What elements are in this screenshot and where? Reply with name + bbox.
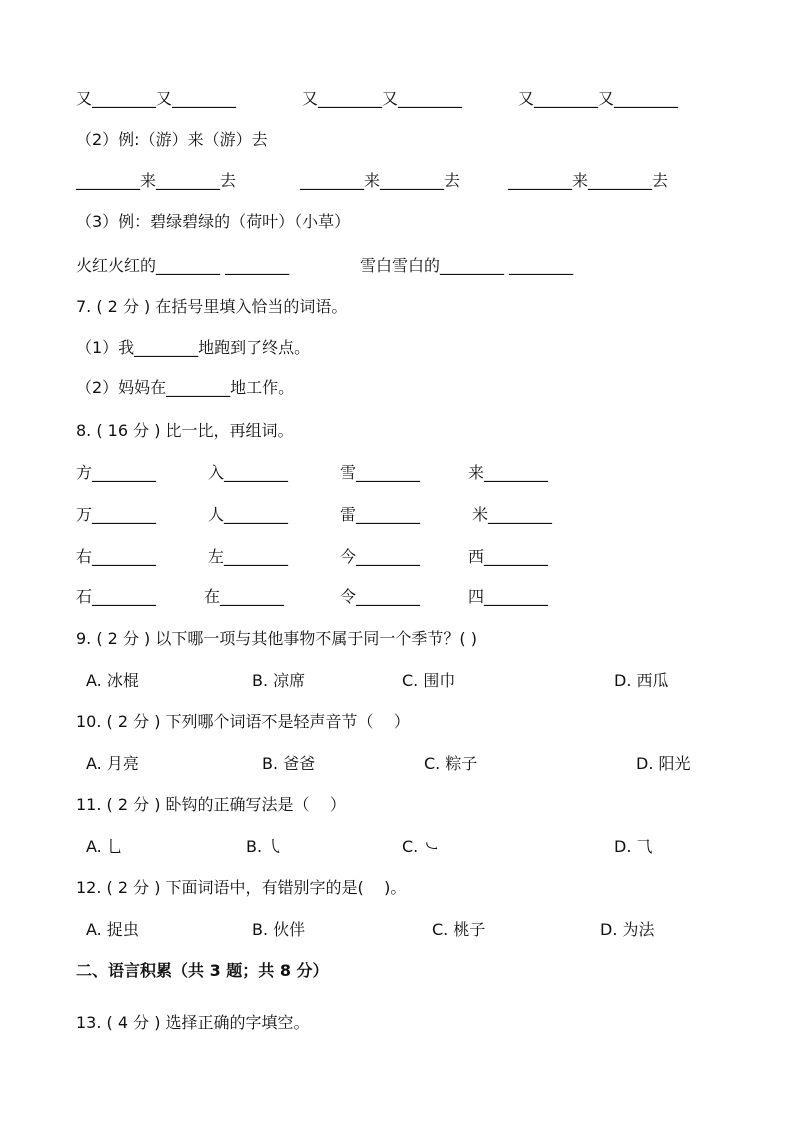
text-line-q10: 10. ( 2 分 ) 下列哪个词语不是轻声音节（ ） xyxy=(76,712,410,731)
text-line-q7_2: （2）妈妈在________地工作。 xyxy=(76,378,295,397)
text-line-c9: 右________ xyxy=(76,547,157,566)
text-line-you1: 又________又________ xyxy=(76,89,237,108)
text-line-c8: 米________ xyxy=(472,505,553,524)
text-line-q6_2: （2）例:（游）来（游）去 xyxy=(76,130,268,149)
text-line-c3: 雪________ xyxy=(340,463,421,482)
text-line-lq3: ________来________去 xyxy=(508,171,669,190)
text-line-q11d: D. ⺄ xyxy=(614,837,653,856)
text-line-q8: 8. ( 16 分 ) 比一比，再组词。 xyxy=(76,421,294,440)
text-line-q11a: A. ⺃ xyxy=(86,837,123,856)
text-line-q13: 13. ( 4 分 ) 选择正确的字填空。 xyxy=(76,1013,310,1032)
text-line-xb: 雪白雪白的________ ________ xyxy=(360,256,574,275)
text-line-q10b: B. 爸爸 xyxy=(262,754,316,773)
text-line-q12: 12. ( 2 分 ) 下面词语中，有错别字的是( )。 xyxy=(76,878,407,897)
text-line-q9c: C. 围巾 xyxy=(402,671,456,690)
text-line-q9: 9. ( 2 分 ) 以下哪一项与其他事物不属于同一个季节？( ) xyxy=(76,629,477,648)
text-line-q9b: B. 凉席 xyxy=(252,671,306,690)
text-line-q12b: B. 伙伴 xyxy=(252,920,306,939)
text-line-q12c: C. 桃子 xyxy=(432,920,486,939)
text-line-q9a: A. 冰棍 xyxy=(86,671,139,690)
text-line-q10a: A. 月亮 xyxy=(86,754,139,773)
text-line-q10d: D. 阳光 xyxy=(636,754,691,773)
text-line-c15: 令________ xyxy=(340,587,421,606)
text-line-c6: 人________ xyxy=(208,505,289,524)
text-line-q7: 7. ( 2 分 ) 在括号里填入恰当的词语。 xyxy=(76,297,348,316)
text-line-lq2: ________来________去 xyxy=(300,171,461,190)
text-line-you3: 又________又________ xyxy=(518,89,679,108)
text-line-c7: 雷________ xyxy=(340,505,421,524)
text-line-c12: 西________ xyxy=(468,547,549,566)
text-line-q11: 11. ( 2 分 ) 卧钩的正确写法是（ ） xyxy=(76,795,346,814)
text-line-c5: 万________ xyxy=(76,505,157,524)
text-line-c4: 来________ xyxy=(468,463,549,482)
text-line-c1: 方________ xyxy=(76,463,157,482)
text-line-q6_3: （3）例：碧绿碧绿的（荷叶）（小草） xyxy=(76,212,351,231)
text-line-c10: 左________ xyxy=(208,547,289,566)
text-line-q11c: C. ㇃ xyxy=(402,837,440,856)
text-line-q12d: D. 为法 xyxy=(600,920,655,939)
text-line-sec2: 二、语言积累（共 3 题；共 8 分） xyxy=(76,961,329,980)
text-line-c2: 入________ xyxy=(208,463,289,482)
text-line-lq1: ________来________去 xyxy=(76,171,237,190)
text-line-c14: 在________ xyxy=(204,587,285,606)
text-line-q12a: A. 捉虫 xyxy=(86,920,139,939)
text-line-q9d: D. 西瓜 xyxy=(614,671,669,690)
text-line-you2: 又________又________ xyxy=(302,89,463,108)
text-line-c13: 石________ xyxy=(76,587,157,606)
text-line-q7_1: （1）我________地跑到了终点。 xyxy=(76,338,311,357)
text-line-q10c: C. 粽子 xyxy=(424,754,478,773)
text-line-q11b: B. ㇂ xyxy=(246,837,284,856)
text-line-c11: 今________ xyxy=(340,547,421,566)
text-line-c16: 四________ xyxy=(468,587,549,606)
text-line-hh: 火红火红的________ ________ xyxy=(76,256,290,275)
